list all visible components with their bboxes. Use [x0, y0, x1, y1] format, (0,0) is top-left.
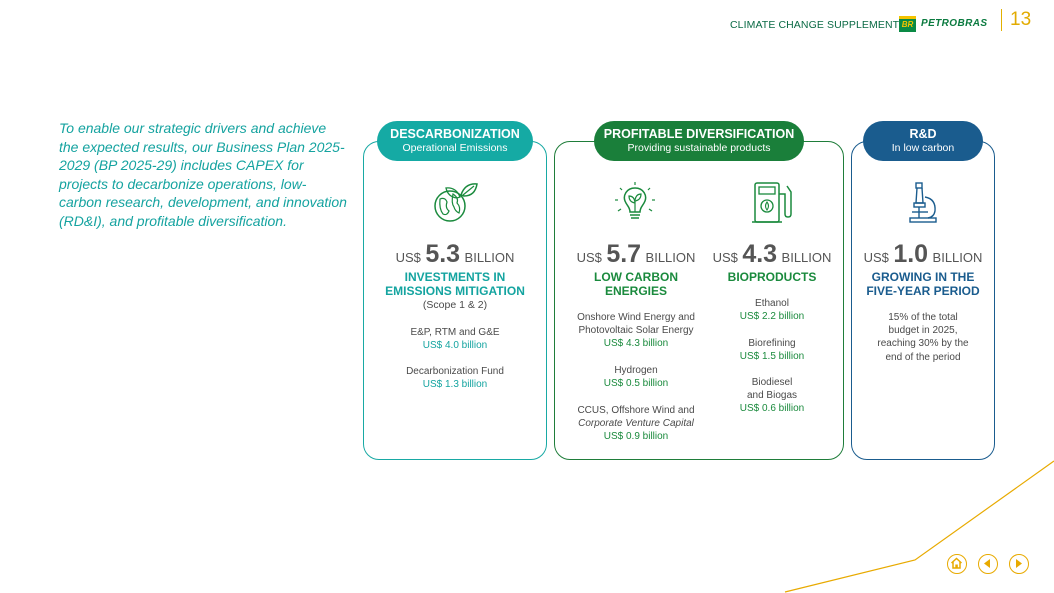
- profitable-subtitle: Providing sustainable products: [627, 142, 771, 154]
- previous-page-button[interactable]: [978, 554, 998, 574]
- decarbonization-amount: [363, 240, 547, 269]
- rd-title: R&D: [909, 127, 937, 141]
- amount-value: 5.3: [425, 240, 461, 268]
- next-page-button[interactable]: [1009, 554, 1029, 574]
- amount-value: 4.3: [742, 240, 778, 268]
- currency: US$: [576, 250, 602, 265]
- rd-subtitle: In low carbon: [891, 142, 955, 154]
- home-button[interactable]: [947, 554, 967, 574]
- section-title: CLIMATE CHANGE SUPPLEMENT: [730, 19, 900, 31]
- amount-value: 5.7: [606, 240, 642, 268]
- amount-unit: BILLION: [932, 250, 983, 265]
- decarbonization-item: E&P, RTM and G&E US$ 4.0 billion: [410, 327, 500, 352]
- rd-label: GROWING IN THE FIVE-YEAR PERIOD: [866, 270, 980, 298]
- lightbulb-leaf-icon: [613, 181, 657, 225]
- low-carbon-item: Onshore Wind Energy and Photovoltaic Solar Energy US$ 4.3 billion: [577, 312, 695, 350]
- br-logo-mark: BR: [899, 16, 916, 32]
- rd-header: [863, 121, 983, 161]
- amount-unit: BILLION: [645, 250, 696, 265]
- bioproducts-item: Biodiesel and Biogas US$ 0.6 billion: [739, 377, 805, 415]
- low-carbon-label: LOW CARBON ENERGIES: [594, 270, 678, 298]
- low-carbon-amount: [564, 240, 708, 269]
- previous-icon: [979, 555, 996, 572]
- intro-paragraph: To enable our strategic drivers and achieve the expected results, our Business Plan 2025-2029 (BP 2025-29) includes CAPEX for projects to decarbonize operations, low-carbon research, development, and innovation (RD&I), and profitable diversification.: [59, 120, 347, 229]
- home-icon: [948, 555, 965, 572]
- profitable-header: [594, 121, 804, 161]
- rd-description: 15% of the total budget in 2025, reaching 30% by the end of the period: [877, 312, 969, 363]
- biofuel-pump-icon: [751, 180, 799, 226]
- bioproducts-item: Biorefining US$ 1.5 billion: [739, 338, 805, 363]
- bioproducts-item: Ethanol US$ 2.2 billion: [739, 298, 805, 323]
- decarbonization-subtitle: Operational Emissions: [402, 142, 508, 154]
- profitable-title: PROFITABLE DIVERSIFICATION: [603, 127, 795, 141]
- rd-amount: [851, 240, 995, 269]
- bioproducts-amount: [700, 240, 844, 269]
- page-number: 13: [1010, 9, 1032, 30]
- low-carbon-item: CCUS, Offshore Wind and Corporate Venture Capital US$ 0.9 billion: [577, 405, 695, 443]
- scope-note: (Scope 1 & 2): [422, 299, 488, 311]
- bioproducts-label: BIOPRODUCTS: [727, 270, 817, 284]
- low-carbon-item: Hydrogen US$ 0.5 billion: [603, 365, 669, 390]
- currency: US$: [863, 250, 889, 265]
- petrobras-logo: [899, 16, 997, 33]
- next-icon: [1010, 555, 1027, 572]
- amount-value: 1.0: [893, 240, 929, 268]
- logo-wordmark: PETROBRAS: [921, 18, 988, 29]
- amount-unit: BILLION: [464, 250, 515, 265]
- decarbonization-header: [377, 121, 533, 161]
- globe-leaf-icon: [431, 181, 479, 225]
- currency: US$: [395, 250, 421, 265]
- decarbonization-item: Decarbonization Fund US$ 1.3 billion: [406, 366, 504, 391]
- decarbonization-label: INVESTMENTS IN EMISSIONS MITIGATION: [385, 270, 525, 298]
- microscope-icon: [906, 181, 940, 225]
- currency: US$: [712, 250, 738, 265]
- decarbonization-title: DESCARBONIZATION: [390, 127, 520, 141]
- header-divider: [1001, 9, 1002, 31]
- amount-unit: BILLION: [781, 250, 832, 265]
